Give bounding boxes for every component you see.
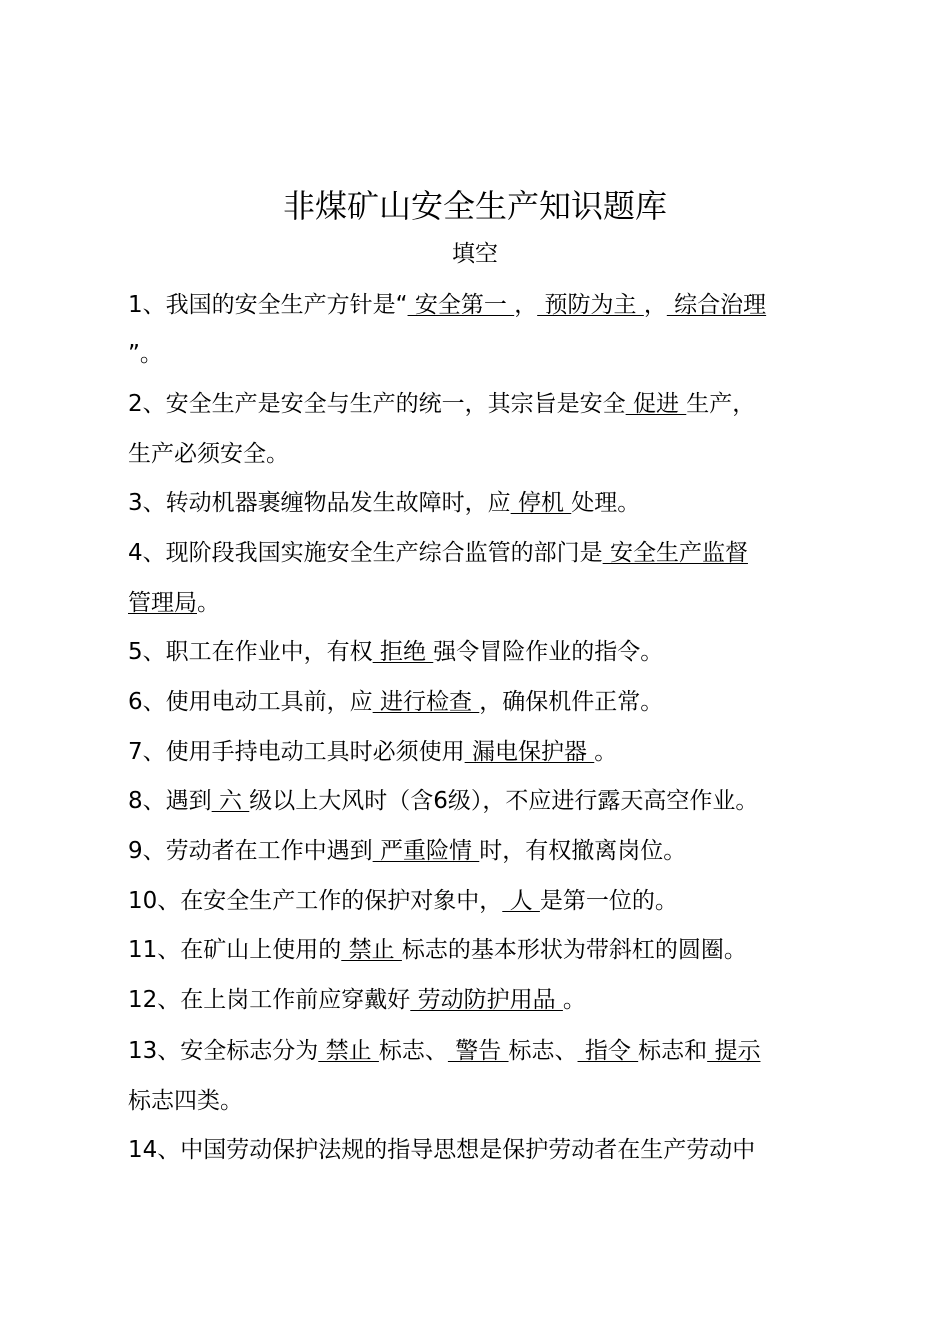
question-2-line-1 (128, 387, 848, 421)
question-text: ，确保机件正常。 (479, 689, 664, 715)
question-text: 9、劳动者在工作中遇到 (128, 838, 373, 864)
question-text: 11、在矿山上使用的 (128, 937, 342, 963)
question-text: 时，有权撤离岗位。 (479, 838, 687, 864)
question-3 (128, 486, 848, 520)
question-4-line-1 (128, 536, 848, 570)
question-text: 2、安全生产是安全与生产的统一，其宗旨是安全 (128, 391, 626, 417)
answer-blank: 禁止 (318, 1038, 379, 1064)
question-text: 7、使用手持电动工具时必须使用 (128, 739, 465, 765)
answer-blank: 劳动防护用品 (410, 987, 563, 1013)
question-text: 5、职工在作业中，有权 (128, 639, 373, 665)
question-text: 1、我国的安全生产方针是“ (128, 292, 408, 318)
question-text: 强令冒险作业的指令。 (433, 639, 664, 665)
question-1-line-1 (128, 288, 848, 322)
question-11 (128, 933, 848, 967)
answer-blank: 安全第一 (407, 292, 515, 318)
question-text: 处理。 (571, 490, 641, 516)
answer-blank: 安全生产监督 (602, 540, 748, 566)
question-text: 是第一位的。 (539, 888, 678, 914)
answer-blank: 警告 (447, 1038, 509, 1064)
answer-blank: 提示 (707, 1038, 761, 1064)
question-text: 4、现阶段我国实施安全生产综合监管的部门是 (128, 540, 603, 566)
answer-blank: 管理局 (128, 590, 197, 616)
answer-blank: 拒绝 (372, 639, 434, 665)
question-7 (128, 735, 848, 769)
question-text: 生产， (686, 391, 756, 417)
question-10 (128, 884, 848, 918)
question-text: 标志的基本形状为带斜杠的圆圈。 (401, 937, 747, 963)
question-text: 。 (594, 739, 618, 765)
question-13-line-1 (128, 1034, 848, 1068)
question-text: 生产必须安全。 (128, 441, 289, 467)
document-title: 非煤矿山安全生产知识题库 (282, 187, 667, 225)
question-text: 10、在安全生产工作的保护对象中， (128, 888, 503, 914)
question-5 (128, 635, 848, 669)
question-text: 14、中国劳动保护法规的指导思想是保护劳动者在生产劳动中 (128, 1137, 756, 1163)
question-12 (128, 983, 848, 1017)
question-text: 标志、 (508, 1038, 578, 1064)
question-text: 6、使用电动工具前，应 (128, 689, 373, 715)
answer-blank: 指令 (577, 1038, 639, 1064)
question-text: ， (643, 292, 667, 318)
section-heading: 填空 (452, 241, 498, 267)
question-13-line-2 (128, 1084, 848, 1118)
question-1-line-2 (128, 337, 848, 371)
answer-blank: 预防为主 (537, 292, 644, 318)
question-text: ， (514, 292, 538, 318)
question-text: 。 (562, 987, 586, 1013)
question-text: 标志四类。 (128, 1088, 243, 1114)
question-text: 。 (197, 590, 220, 616)
question-8 (128, 784, 848, 818)
answer-blank: 促进 (625, 391, 687, 417)
question-9 (128, 834, 848, 868)
answer-blank: 漏电保护器 (464, 739, 595, 765)
question-text: 3、转动机器裹缠物品发生故障时，应 (128, 490, 511, 516)
question-6 (128, 685, 848, 719)
question-text: 12、在上岗工作前应穿戴好 (128, 987, 411, 1013)
question-text: 8、遇到 (128, 788, 212, 814)
question-2-line-2 (128, 437, 848, 471)
question-text: 标志和 (638, 1038, 708, 1064)
question-text: ”。 (128, 341, 163, 367)
answer-blank: 禁止 (341, 937, 402, 963)
answer-blank: 综合治理 (666, 292, 767, 318)
question-text: 级以上大风时（含6级），不应进行露天高空作业。 (249, 788, 759, 814)
question-14 (128, 1133, 848, 1167)
question-text: 标志、 (378, 1038, 448, 1064)
answer-blank: 停机 (510, 490, 572, 516)
question-text: 13、安全标志分为 (128, 1038, 319, 1064)
answer-blank: 严重险情 (372, 838, 480, 864)
answer-blank: 进行检查 (372, 689, 480, 715)
answer-blank: 六 (211, 788, 250, 814)
question-4-line-2 (128, 586, 848, 620)
answer-blank: 人 (502, 888, 540, 914)
